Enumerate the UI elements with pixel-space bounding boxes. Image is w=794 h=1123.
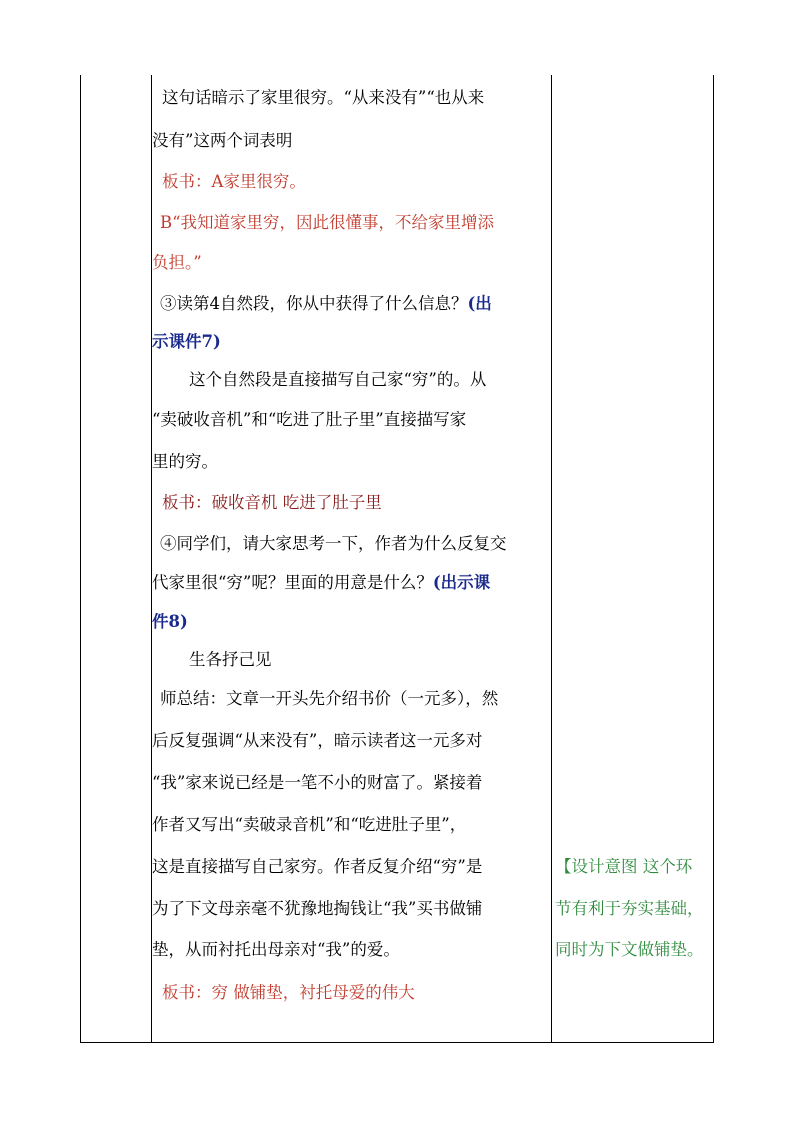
- design-intent-note: 节有利于夯实基础，: [555, 899, 704, 918]
- summary-line: 师总结：文章一开头先介绍书价（一元多），然: [160, 689, 499, 708]
- summary-line: 作者又写出“卖破录音机”和“吃进肚子里”，: [152, 815, 467, 834]
- design-intent-note: 【设计意图 这个环: [555, 857, 693, 876]
- summary-line: 为了下文母亲毫不犹豫地掏钱让“我”买书做铺: [152, 899, 483, 918]
- question-line: 代家里很“穷”呢？里面的用意是什么？(出示课: [152, 573, 491, 592]
- table-column-divider-2: [551, 75, 552, 1043]
- board-note: 板书：A家里很穷。: [162, 172, 306, 191]
- table-column-divider-1: [151, 75, 152, 1043]
- text-line: 生各抒己见: [189, 650, 272, 669]
- table-border-right: [713, 75, 714, 1043]
- question-line: ④同学们，请大家思考一下，作者为什么反复交: [160, 534, 507, 553]
- question-line: ③读第4自然段，你从中获得了什么信息？(出: [160, 294, 492, 313]
- board-note: 负担。”: [152, 253, 202, 272]
- text-line: 里的穷。: [152, 452, 218, 471]
- text-line: 这个自然段是直接描写自己家“穷”的。从: [189, 370, 487, 389]
- table-border-left: [80, 75, 81, 1043]
- summary-line: 这是直接描写自己家穷。作者反复介绍“穷”是: [152, 857, 483, 876]
- summary-line: “我”家来说已经是一笔不小的财富了。紧接着: [152, 773, 483, 792]
- courseware-link: 示课件7): [152, 332, 221, 351]
- board-note: 板书：穷 做铺垫，衬托母爱的伟大: [162, 983, 415, 1002]
- text-line: 没有”这两个词表明: [152, 131, 293, 150]
- board-note: B“我知道家里穷，因此很懂事，不给家里增添: [160, 213, 495, 232]
- summary-line: 垫，从而衬托出母亲对“我”的爱。: [152, 940, 400, 959]
- table-border-bottom: [80, 1042, 714, 1043]
- design-intent-note: 同时为下文做铺垫。: [555, 940, 704, 959]
- text-line: 这句话暗示了家里很穷。“从来没有”“也从来: [162, 88, 485, 107]
- summary-line: 后反复强调“从来没有”，暗示读者这一元多对: [152, 731, 483, 750]
- courseware-link: 件8): [152, 612, 188, 631]
- board-note: 板书：破收音机 吃进了肚子里: [162, 493, 382, 512]
- text-line: “卖破收音机”和“吃进了肚子里”直接描写家: [152, 410, 467, 429]
